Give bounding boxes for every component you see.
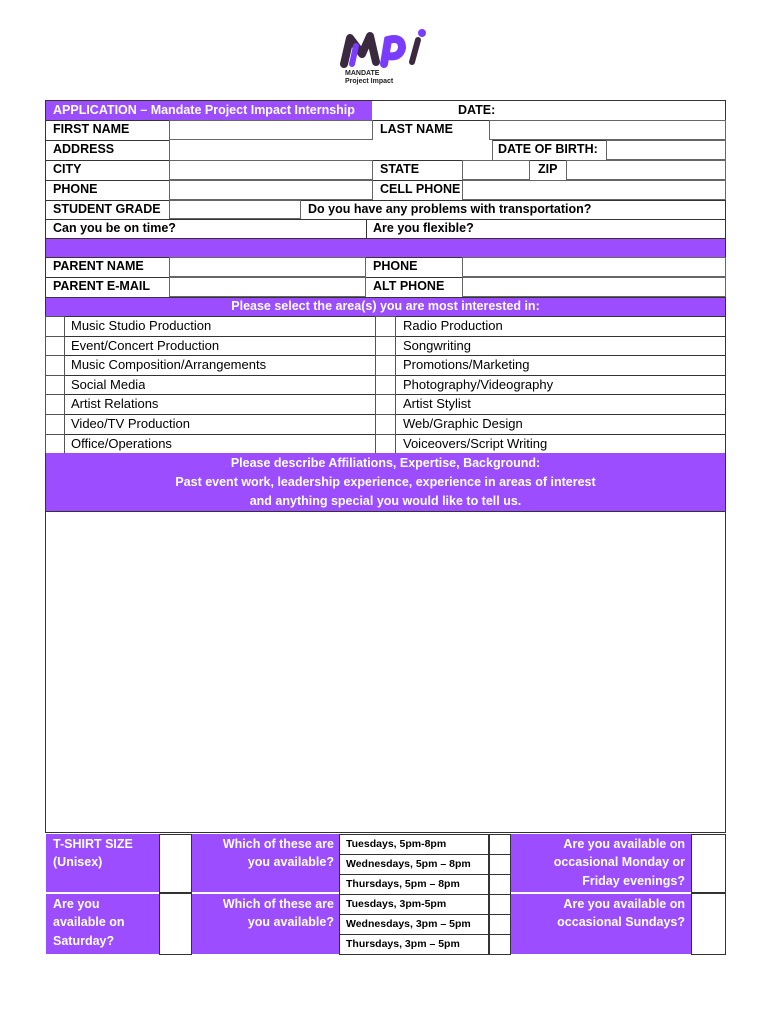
interest-option-left: Video/TV Production <box>71 416 190 431</box>
interest-option-right: Songwriting <box>403 338 471 353</box>
interest-checkbox-right[interactable] <box>375 336 396 356</box>
afternoon-question-1: Which of these are <box>222 897 334 911</box>
phone-label: PHONE <box>53 182 98 196</box>
saturday-field[interactable] <box>159 893 192 955</box>
interest-option-right: Artist Stylist <box>403 396 471 411</box>
describe-line3: and anything special you would like to tell us. <box>249 494 522 508</box>
interest-option-left: Artist Relations <box>71 396 159 411</box>
schedule-slot-label: Tuesdays, 5pm-8pm <box>339 834 489 855</box>
tshirt-label-1: T-SHIRT SIZE <box>53 837 133 851</box>
schedule-slot-checkbox[interactable] <box>489 834 511 855</box>
interest-option-right: Radio Production <box>403 318 503 333</box>
flexible-label: Are you flexible? <box>373 221 474 235</box>
section-divider <box>46 239 725 257</box>
interest-checkbox-right[interactable] <box>375 434 396 454</box>
interest-checkbox-left[interactable] <box>45 336 65 356</box>
address-field[interactable] <box>169 140 493 160</box>
alt-phone-field[interactable] <box>462 277 726 297</box>
evening-question-1: Which of these are <box>222 837 334 851</box>
interest-option-left: Music Composition/Arrangements <box>71 357 267 372</box>
sunday-question-1: Are you available on <box>563 897 685 911</box>
interest-checkbox-right[interactable] <box>375 414 396 435</box>
interest-checkbox-left[interactable] <box>45 414 65 435</box>
first-name-label: FIRST NAME <box>53 122 130 136</box>
interest-checkbox-left[interactable] <box>45 434 65 454</box>
describe-line2: Past event work, leadership experience, experience in areas of interest <box>175 475 596 489</box>
saturday-label-3: Saturday? <box>53 934 115 948</box>
parent-name-label: PARENT NAME <box>53 259 144 273</box>
description-textarea[interactable] <box>45 511 726 833</box>
dob-label: DATE OF BIRTH: <box>498 142 598 156</box>
dob-field[interactable] <box>606 140 726 160</box>
schedule-slot-checkbox[interactable] <box>489 934 511 955</box>
zip-label: ZIP <box>538 162 558 176</box>
interest-checkbox-left[interactable] <box>45 355 65 376</box>
date-field[interactable] <box>500 103 720 119</box>
monday-field[interactable] <box>691 834 726 893</box>
schedule-slot-label: Wednesdays, 3pm – 5pm <box>339 914 489 935</box>
transport-label: Do you have any problems with transportation? <box>308 202 592 216</box>
evening-question-2: you available? <box>247 855 334 869</box>
describe-line1: Please describe Affiliations, Expertise, Background: <box>230 456 541 470</box>
parent-email-label: PARENT E-MAIL <box>53 279 150 293</box>
schedule-slot-label: Thursdays, 5pm – 8pm <box>339 874 489 895</box>
logo-line2: Project Impact <box>345 78 394 85</box>
sunday-field[interactable] <box>691 893 726 955</box>
schedule-slot-label: Thursdays, 3pm – 5pm <box>339 934 489 955</box>
interest-checkbox-right[interactable] <box>375 394 396 415</box>
mpi-logo-icon <box>340 28 432 70</box>
phone-field[interactable] <box>169 180 373 200</box>
cell-phone-label: CELL PHONE <box>380 182 461 196</box>
logo-line1: MANDATE <box>345 70 380 77</box>
parent-phone-label: PHONE <box>373 259 418 273</box>
page-title: APPLICATION – Mandate Project Impact Internship <box>53 103 355 117</box>
parent-phone-field[interactable] <box>462 257 726 277</box>
interest-option-left: Social Media <box>71 377 146 392</box>
interest-option-right: Web/Graphic Design <box>403 416 523 431</box>
interest-checkbox-left[interactable] <box>45 316 65 337</box>
logo <box>340 28 432 86</box>
state-field[interactable] <box>462 160 530 180</box>
first-name-field[interactable] <box>169 120 373 140</box>
last-name-field[interactable] <box>489 120 726 140</box>
schedule-slot-label: Wednesdays, 5pm – 8pm <box>339 854 489 875</box>
sunday-question-2: occasional Sundays? <box>557 915 685 929</box>
interest-option-left: Event/Concert Production <box>71 338 220 353</box>
city-field[interactable] <box>169 160 373 180</box>
interest-checkbox-right[interactable] <box>375 316 396 337</box>
interest-option-right: Voiceovers/Script Writing <box>403 436 548 451</box>
schedule-slot-checkbox[interactable] <box>489 914 511 935</box>
interest-checkbox-right[interactable] <box>375 355 396 376</box>
schedule-slot-checkbox[interactable] <box>489 854 511 875</box>
on-time-label: Can you be on time? <box>53 221 176 235</box>
interest-option-left: Office/Operations <box>71 436 172 451</box>
interest-checkbox-left[interactable] <box>45 394 65 415</box>
parent-email-field[interactable] <box>169 277 366 297</box>
alt-phone-label: ALT PHONE <box>373 279 445 293</box>
schedule-slot-label: Tuesdays, 3pm-5pm <box>339 894 489 915</box>
cell-phone-field-2[interactable] <box>501 180 726 200</box>
state-label: STATE <box>380 162 420 176</box>
monday-question-2: occasional Monday or <box>553 855 685 869</box>
date-label: DATE: <box>458 103 496 117</box>
cell-phone-field[interactable] <box>462 180 502 200</box>
interest-option-left: Music Studio Production <box>71 318 212 333</box>
parent-name-field[interactable] <box>169 257 366 277</box>
schedule-slot-checkbox[interactable] <box>489 874 511 895</box>
saturday-label-1: Are you <box>53 897 100 911</box>
monday-question-3: Friday evenings? <box>582 874 685 888</box>
grade-label: STUDENT GRADE <box>53 202 161 216</box>
afternoon-question-2: you available? <box>247 915 334 929</box>
interest-option-right: Promotions/Marketing <box>403 357 530 372</box>
monday-question-1: Are you available on <box>563 837 685 851</box>
grade-field[interactable] <box>169 200 301 219</box>
tshirt-label-2: (Unisex) <box>53 855 103 869</box>
interests-header: Please select the area(s) you are most interested in: <box>231 299 540 313</box>
interest-checkbox-left[interactable] <box>45 375 65 395</box>
interest-checkbox-right[interactable] <box>375 375 396 395</box>
zip-field[interactable] <box>566 160 726 180</box>
tshirt-size-field[interactable] <box>159 834 192 893</box>
last-name-label: LAST NAME <box>380 122 453 136</box>
saturday-label-2: available on <box>53 915 125 929</box>
schedule-slot-checkbox[interactable] <box>489 894 511 915</box>
interest-option-right: Photography/Videography <box>403 377 554 392</box>
address-label: ADDRESS <box>53 142 115 156</box>
city-label: CITY <box>53 162 82 176</box>
